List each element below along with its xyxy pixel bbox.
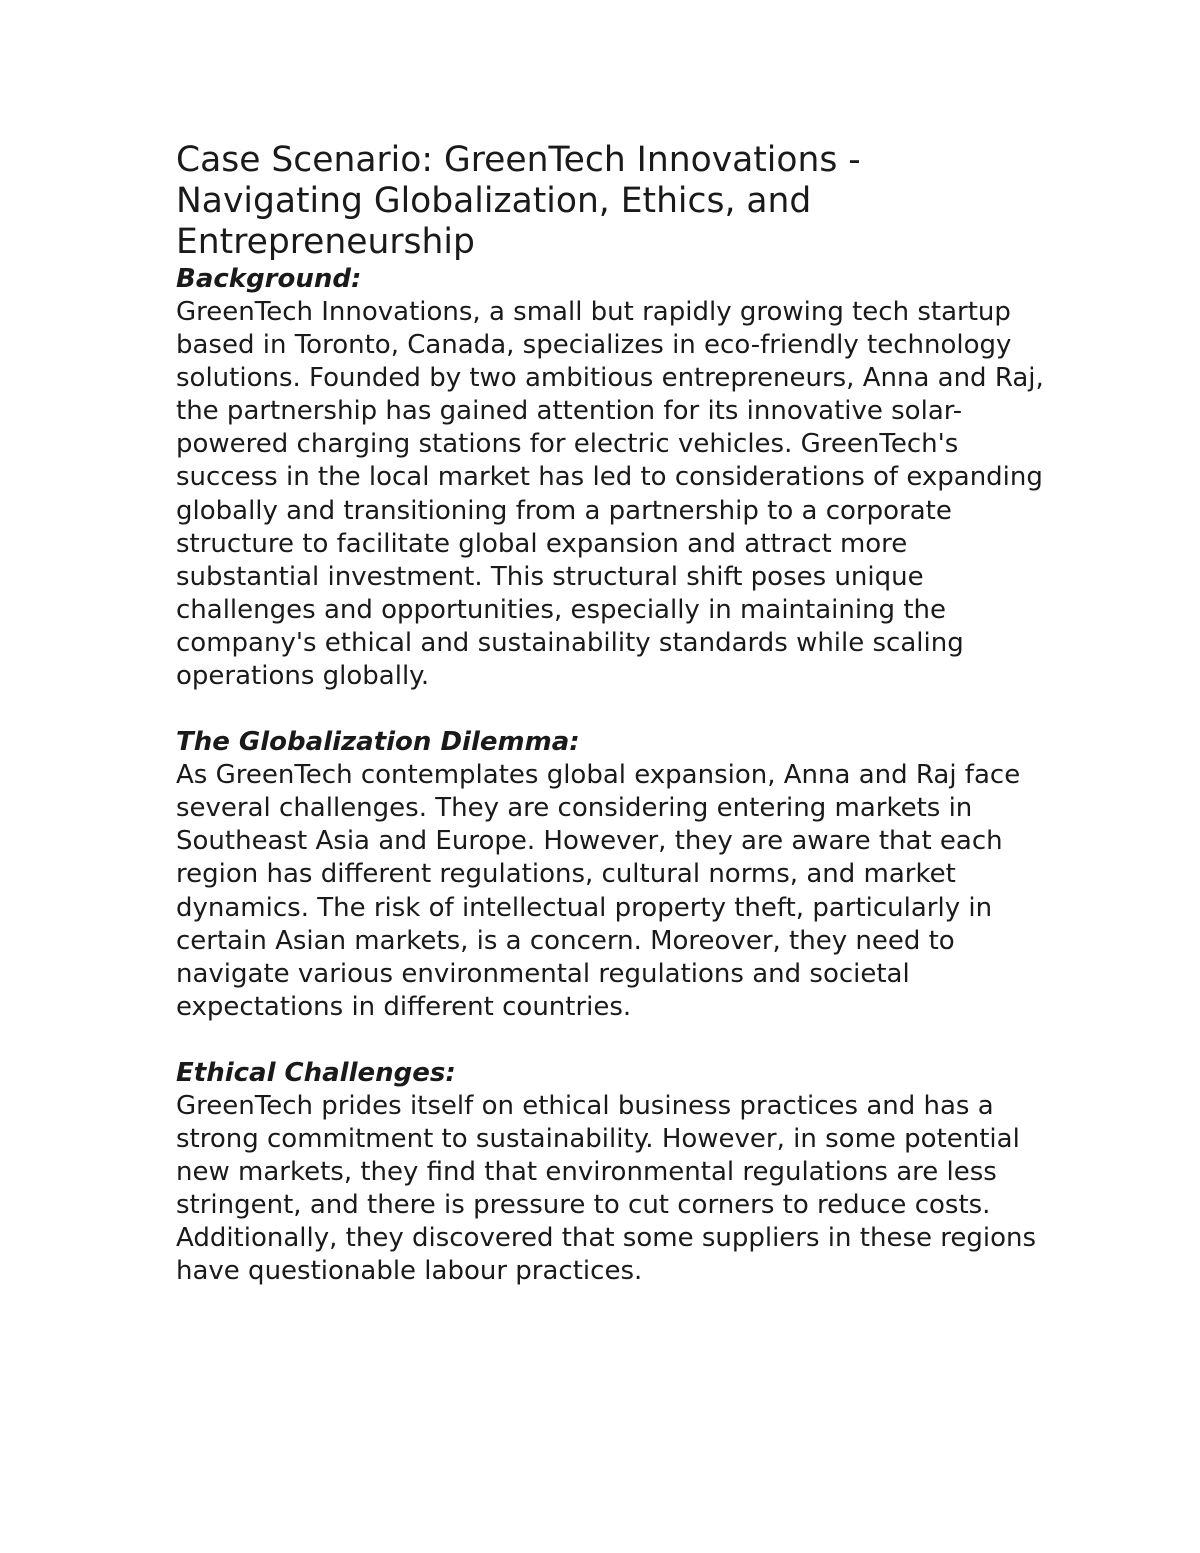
section-heading-ethical: Ethical Challenges: xyxy=(176,1057,456,1088)
paragraph-spacer xyxy=(176,693,1046,726)
section-body-ethical: GreenTech prides itself on ethical business practices and has a strong commitment to sustainability. However, in some potential new markets, they find that environmental regulations are less stringent, and there is pressure to cut corners to reduce costs. Additionally, they discovered that some suppliers in these regions have questionable labour practices. xyxy=(176,1090,1037,1287)
section-body-globalization: As GreenTech contemplates global expansion, Anna and Raj face several challenges. They are considering entering markets in Southeast Asia and Europe. However, they are aware that each region has different regulations, cultural norms, and market dynamics. The risk of intellectual property theft, particularly in certain Asian markets, is a concern. Moreover, they need to navigate various environmental regulations and societal expectations in different countries. xyxy=(176,760,1021,1022)
document-content xyxy=(176,140,1046,1288)
document-title: Case Scenario: GreenTech Innovations - Navigating Globalization, Ethics, and Entrepreneurship xyxy=(176,140,861,262)
section-heading-background: Background: xyxy=(176,264,362,294)
paragraph-spacer xyxy=(176,1024,1046,1057)
section-body-background: GreenTech Innovations, a small but rapidly growing tech startup based in Toronto, Canada, specializes in eco-friendly technology solutions. Founded by two ambitious entrepreneurs, Anna and Raj, the partnership has gained attention for its innovative solar-powered charging stations for electric vehicles. GreenTech's success in the local market has led to considerations of expanding globally and transitioning from a partnership to a corporate structure to facilitate global expansion and attract more substantial investment. This structural shift poses unique challenges and opportunities, especially in maintaining the company's ethical and sustainability standards while scaling operations globally. xyxy=(176,297,1044,692)
section-heading-globalization: The Globalization Dilemma: xyxy=(176,727,580,758)
